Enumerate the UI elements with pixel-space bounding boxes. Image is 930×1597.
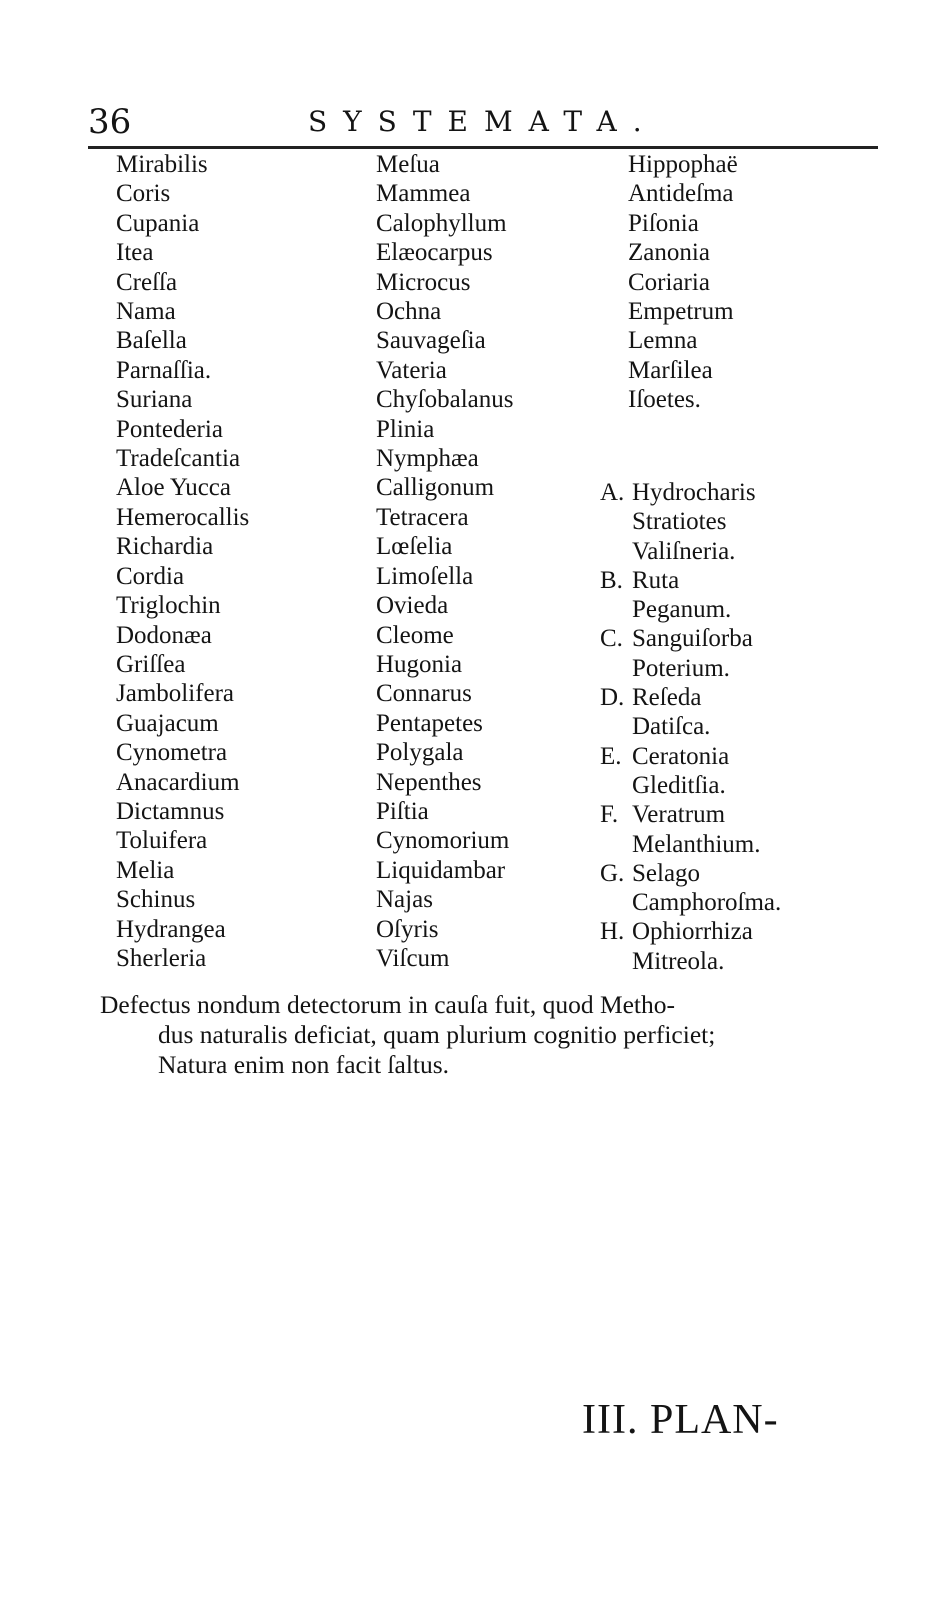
genus-name: Cynometra bbox=[116, 739, 228, 767]
genus-name: Dictamnus bbox=[116, 797, 225, 825]
genus-name: Hydrangea bbox=[116, 915, 226, 943]
genus-name: Dodonæa bbox=[116, 621, 212, 649]
genus-name: Liquidambar bbox=[376, 856, 506, 884]
group-entry bbox=[600, 742, 781, 771]
group-genus: Mitreola. bbox=[632, 947, 725, 975]
genus-name: Marſilea bbox=[628, 356, 713, 384]
genus-name: Oſyris bbox=[376, 915, 439, 943]
genus-name: Griſſea bbox=[116, 650, 186, 678]
genus-name: Viſcum bbox=[376, 944, 450, 972]
genus-name: Schinus bbox=[116, 886, 196, 914]
genus-name: Mammea bbox=[376, 180, 471, 208]
genus-name: Tradeſcantia bbox=[116, 445, 241, 473]
group-genus: Melanthium. bbox=[632, 830, 761, 858]
group-genus: Peganum. bbox=[632, 596, 732, 624]
group-genus: Poterium. bbox=[632, 654, 730, 682]
genus-name: Nama bbox=[116, 298, 176, 326]
group-genus: Valiſneria. bbox=[632, 537, 736, 565]
genus-name: Sauvageſia bbox=[376, 327, 486, 355]
genus-name: Calligonum bbox=[376, 474, 495, 502]
group-entry bbox=[600, 478, 781, 507]
genus-name: Coris bbox=[116, 180, 171, 208]
group-genus: Veratrum bbox=[632, 801, 726, 829]
genus-name: Hugonia bbox=[376, 650, 463, 678]
genus-name: Creſſa bbox=[116, 268, 178, 296]
genus-name: Sherleria bbox=[116, 944, 207, 972]
group-letter: F. bbox=[600, 801, 619, 829]
note-line: dus naturalis deficiat, quam plurium cognitio perficiet; bbox=[158, 1020, 716, 1049]
genus-name: Parnaſſia. bbox=[116, 356, 212, 384]
genus-name: Cupania bbox=[116, 209, 200, 237]
genus-name: Microcus bbox=[376, 268, 471, 296]
genus-name: Limoſella bbox=[376, 562, 474, 590]
genus-name: Pontederia bbox=[116, 415, 223, 443]
genera-column-middle bbox=[376, 150, 514, 973]
genus-name: Calophyllum bbox=[376, 209, 507, 237]
genus-name: Pentapetes bbox=[376, 709, 483, 737]
genus-name: Connarus bbox=[376, 680, 472, 708]
closing-note bbox=[100, 990, 860, 1080]
group-genus: Sanguiſorba bbox=[632, 625, 753, 653]
genus-name: Piſtia bbox=[376, 797, 429, 825]
group-entry bbox=[600, 683, 781, 712]
header-rule bbox=[88, 146, 878, 149]
group-genus: Gleditſia. bbox=[632, 771, 726, 799]
group-entry bbox=[600, 859, 781, 888]
genus-name: Cleome bbox=[376, 621, 454, 649]
genus-name: Najas bbox=[376, 886, 433, 914]
genus-name: Empetrum bbox=[628, 298, 734, 326]
genus-name: Guajacum bbox=[116, 709, 219, 737]
genus-name: Ovieda bbox=[376, 592, 449, 620]
group-genus: Camphoroſma. bbox=[632, 889, 782, 917]
genus-name: Tetracera bbox=[376, 503, 469, 531]
group-genus: Hydrocharis bbox=[632, 479, 756, 506]
genus-name: Melia bbox=[116, 856, 175, 884]
group-genus: Selago bbox=[632, 859, 701, 887]
genus-name: Cordia bbox=[116, 562, 185, 590]
genus-name: Lœſelia bbox=[376, 533, 453, 561]
genus-name: Cynomorium bbox=[376, 827, 510, 855]
genus-name: Toluifera bbox=[116, 827, 208, 855]
group-letter: C. bbox=[600, 625, 623, 653]
genus-name: Plinia bbox=[376, 415, 435, 443]
group-entry bbox=[600, 624, 781, 653]
genus-name: Coriaria bbox=[628, 268, 710, 296]
group-genus: Reſeda bbox=[632, 684, 702, 712]
group-entry bbox=[600, 800, 781, 829]
genus-name: Vateria bbox=[376, 356, 447, 384]
group-genus: Datiſca. bbox=[632, 713, 711, 741]
group-letter: G. bbox=[600, 859, 625, 887]
group-genus: Ophiorrhiza bbox=[632, 918, 753, 946]
genus-name: Antideſma bbox=[628, 180, 734, 208]
genus-name: Piſonia bbox=[628, 209, 699, 237]
genus-name: Ochna bbox=[376, 298, 442, 326]
genus-name: Triglochin bbox=[116, 592, 221, 620]
group-genus: Stratiotes bbox=[632, 508, 727, 536]
genus-name: Hippophaë bbox=[628, 151, 738, 178]
genus-name: Anacardium bbox=[116, 768, 240, 796]
page-number: 36 bbox=[88, 102, 132, 142]
genus-name: Suriana bbox=[116, 386, 193, 414]
lettered-groups bbox=[600, 478, 781, 976]
genus-name: Meſua bbox=[376, 151, 440, 178]
genus-name: Hemerocallis bbox=[116, 503, 250, 531]
note-line: Defectus nondum detectorum in cauſa fuit, quod Metho- bbox=[100, 990, 676, 1019]
group-letter: H. bbox=[600, 918, 625, 946]
genera-column-right bbox=[628, 150, 738, 415]
group-letter: D. bbox=[600, 684, 625, 712]
group-letter: E. bbox=[600, 742, 622, 770]
genus-name: Aloe Yucca bbox=[116, 474, 231, 502]
genus-name: Jambolifera bbox=[116, 680, 235, 708]
genus-name: Richardia bbox=[116, 533, 214, 561]
group-genus: Ruta bbox=[632, 566, 680, 594]
genus-name: Zanonia bbox=[628, 239, 710, 267]
genus-name: Polygala bbox=[376, 739, 464, 767]
group-entry bbox=[600, 917, 781, 946]
genus-name: Nymphæa bbox=[376, 445, 479, 473]
genus-name: Elæocarpus bbox=[376, 239, 493, 267]
page-header bbox=[88, 100, 878, 146]
group-genus: Ceratonia bbox=[632, 742, 730, 770]
group-letter: A. bbox=[600, 479, 625, 506]
genus-name: Mirabilis bbox=[116, 151, 208, 178]
genus-name: Nepenthes bbox=[376, 768, 482, 796]
running-head: SYSTEMATA. bbox=[308, 105, 658, 138]
genus-name: Itea bbox=[116, 239, 154, 267]
note-line: Natura enim non facit ſaltus. bbox=[158, 1050, 450, 1079]
group-letter: B. bbox=[600, 566, 623, 594]
group-entry bbox=[600, 566, 781, 595]
genus-name: Baſella bbox=[116, 327, 187, 355]
genus-name: Chyſobalanus bbox=[376, 386, 514, 414]
catchword: III. PLAN- bbox=[582, 1397, 779, 1443]
genera-column-left bbox=[116, 150, 249, 973]
genus-name: Iſoetes. bbox=[628, 386, 701, 414]
genus-name: Lemna bbox=[628, 327, 698, 355]
